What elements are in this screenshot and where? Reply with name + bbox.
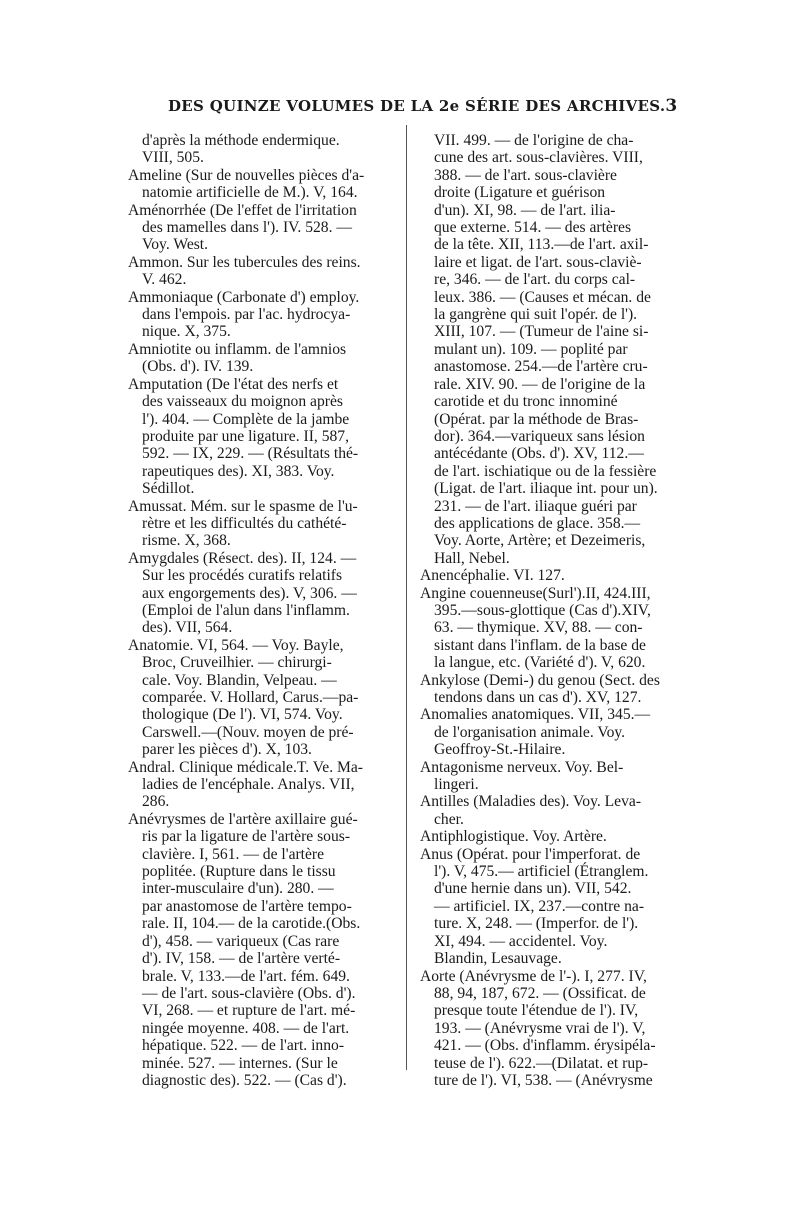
- index-entry: Ameline (Sur de nouvelles pièces d'a- natomie artificielle de M.). V, 164.: [128, 166, 365, 202]
- index-entry: Ammoniaque (Carbonate d') employ. dans l'empois. par l'ac. hydrocya- nique. X, 375.: [128, 288, 360, 341]
- index-entry: Anévrysmes de l'artère axillaire gué- ris par la ligature de l'artère sous- clavière. I, 561. — de l'artère poplitée. (Rupture dans le tissu inter-musculaire d'un). 280. — par anastomose de l'artère tempo- rale. II, 104.— de la carotide.(Obs. d'), 458. — variqueux (Cas rare d'). IV, 158. — de l'artère verté- brale. V, 133.—de l'art. fém. 649. — de l'art. sous-clavière (Obs. d'). VI, 268. — et rupture de l'art. mé- ningée moyenne. 408. — de l'art. hépatique. 522. — de l'art. inno- minée. 527. — internes. (Sur le diagnostic des). 522. — (Cas d').: [128, 810, 361, 1089]
- index-entry: Amniotite ou inflamm. de l'amnios (Obs. d'). IV. 139.: [128, 340, 347, 376]
- index-entry: Antagonisme nerveux. Voy. Bel- lingeri.: [420, 758, 624, 794]
- index-entry: Anencéphalie. VI. 127.: [420, 567, 565, 585]
- index-entry: Andral. Clinique médicale.T. Ve. Ma- ladies de l'encéphale. Analys. VII, 286.: [128, 758, 363, 811]
- column-divider: [406, 125, 407, 1070]
- index-entry: Ankylose (Demi-) du genou (Sect. des tendons dans un cas d'). XV, 127.: [420, 671, 660, 706]
- page-number: 3: [665, 96, 678, 116]
- index-entry: Amygdales (Résect. des). II, 124. — Sur les procédés curatifs relatifs aux engorgements des). V, 306. — (Emploi de l'alun dans l'inflamm. des). VII, 564.: [128, 549, 357, 637]
- index-entry: Antilles (Maladies des). Voy. Leva- cher.: [420, 793, 642, 828]
- index-entry: Anomalies anatomiques. VII, 345.— de l'organisation animale. Voy. Geoffroy-St.-Hilaire.: [420, 706, 651, 759]
- index-entry: Amputation (De l'état des nerfs et des vaisseaux du moignon après l'). 404. — Complète de la jambe produite par une ligature. II, 587, 592. — IX, 229. — (Résultats thé- rapeutiques des). XI, 383. Voy. Sédillot.: [128, 375, 359, 498]
- index-entry: Aorte (Anévrysme de l'-). I, 277. IV, 88, 94, 187, 672. — (Ossificat. de presque toute l'étendue de l'). IV, 193. — (Anévrysme vrai de l'). V, 421. — (Obs. d'inflamm. érysipéla- teuse de l'). 622.—(Dilatat. et rup- ture de l'). VI, 538. — (Anévrysme: [420, 967, 656, 1089]
- index-entry: Ammon. Sur les tubercules des reins. V. 462.: [128, 253, 361, 289]
- index-entry: Anatomie. VI, 564. — Voy. Bayle, Broc, Cruveilhier. — chirurgi- cale. Voy. Blandin, Velpeau. — comparée. V. Hollard, Carus.—pa- thologique (De l'). VI, 574. Voy. Carswell.—(Nouv. moyen de pré- parer les pièces d'). X, 103.: [128, 636, 359, 759]
- right-column: [420, 132, 695, 1089]
- left-column: [128, 132, 393, 1089]
- index-entry: Anus (Opérat. pour l'imperforat. de l'). V, 475.— artificiel (Étranglem. d'une hernie dans un). VII, 542. — artificiel. IX, 237.—contre na- ture. X, 248. — (Imperfor. de l'). XI, 494. — accidentel. Voy. Blandin, Lesauvage.: [420, 845, 649, 968]
- index-entry: Antiphlogistique. Voy. Artère.: [420, 828, 607, 846]
- running-header: [168, 96, 678, 120]
- index-entry: d'après la méthode endermique. VIII, 505.: [142, 132, 340, 167]
- index-entry: Amussat. Mém. sur le spasme de l'u- rètre et les difficultés du cathété- risme. X, 368.: [128, 497, 358, 550]
- index-entry: VII. 499. — de l'origine de cha- cune des art. sous-clavières. VIII, 388. — de l'art. sous-clavière droite (Ligature et guérison d'un). XI, 98. — de l'art. ilia- que externe. 514. — des artères de la tête. XII, 113.—de l'art. axil- laire et ligat. de l'art. sous-claviè- re, 346. — de l'art. du corps cal- leux. 386. — (Causes et mécan. de la gangrène qui suit l'opér. de l'). XIII, 107. — (Tumeur de l'aine si- mulant un). 109. — poplité par anastomose. 254.—de l'artère cru- rale. XIV. 90. — de l'origine de la carotide et du tronc innominé (Opérat. par la méthode de Bras- dor). 364.—variqueux sans lésion antécédante (Obs. d'). XV, 112.— de l'art. ischiatique ou de la fessière (Ligat. de l'art. iliaque int. pour un). 231. — de l'art. iliaque guéri par des applications de glace. 358.— Voy. Aorte, Artère; et Dezeimeris, Hall, Nebel.: [434, 132, 658, 567]
- running-title: DES QUINZE VOLUMES DE LA 2e SÉRIE DES ARCHIVES.: [168, 97, 666, 115]
- index-entry: Aménorrhée (De l'effet de l'irritation des mamelles dans l'). IV. 528. — Voy. West.: [128, 201, 357, 254]
- index-entry: Angine couenneuse(Surl').II, 424.III, 395.—sous-glottique (Cas d').XIV, 63. — thymique. XV, 88. — con- sistant dans l'inflam. de la base de la langue, etc. (Variété d'). V, 620.: [420, 584, 651, 672]
